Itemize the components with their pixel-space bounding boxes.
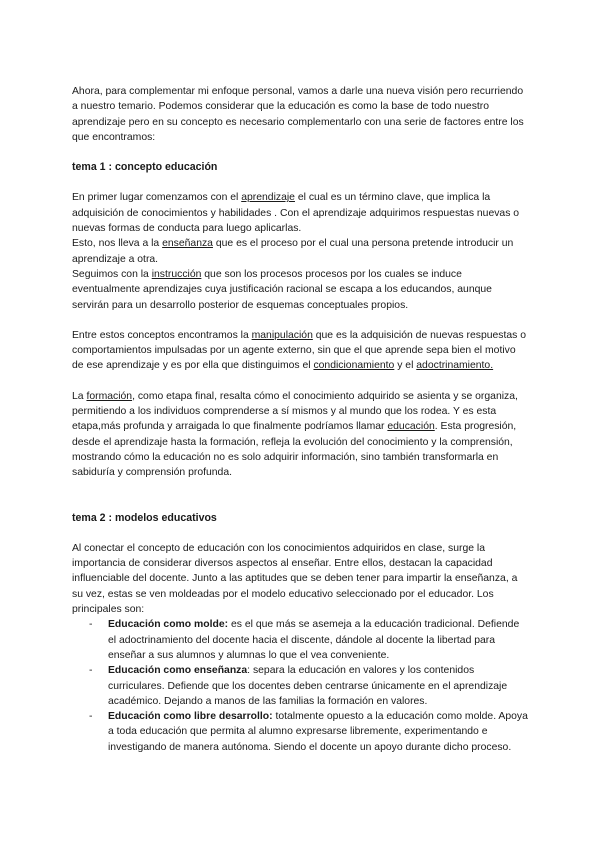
list-item-label: Educación como enseñanza	[108, 665, 248, 677]
text-fragment: el cual es un término clave, que implica la adquisición de conocimientos y habilidades . Con el aprendizaje adquirimos respuestas nuevas o nuevas formas de conducta para luego aplicarlas.	[72, 192, 520, 235]
tema2-paragraph-1: Al conectar el concepto de educación con los conocimientos adquiridos en clase, surge la importancia de considerar diversos aspectos al enseñar. Entre ellos, destacan la capacidad influenciable del docente. Junto a las aptitudes que se deben tener para impartir la enseñanza, a su vez, estas se ven moldeadas por el modelo educativo seleccionado por el educador. Los principales son:	[72, 542, 518, 616]
list-item-text: totalmente opuesto a la educación como molde. Apoya a toda educación que permita al alumno expresarse libremente, experimentando e investigando de manera autónoma. Siendo el docente un apoyo durante dicho proceso.	[108, 711, 528, 753]
term-adoctrinamiento: adoctrinamiento.	[416, 360, 494, 372]
bullet-dash: -	[89, 619, 93, 631]
term-ensenanza: enseñanza	[162, 238, 213, 250]
bullet-dash: -	[89, 665, 93, 677]
models-list	[72, 617, 530, 755]
tema1-paragraph-3	[72, 389, 530, 481]
term-condicionamiento: condicionamiento	[313, 360, 395, 372]
text-fragment: que es la adquisición de nuevas respuestas o comportamientos impulsadas por un agente externo, sin que el que aprende sepa bien el motivo de ese aprendizaje y es por ella que distinguimos el	[72, 329, 527, 372]
tema1-heading: tema 1 : concepto educación	[72, 161, 218, 174]
term-instruccion: instrucción	[151, 268, 202, 280]
text-fragment: Seguimos con la	[72, 268, 152, 280]
text-fragment: , como etapa final, resalta cómo el conocimiento adquirido se asienta y se organiza, permitiendo a los individuos comprenderse a sí mismos y al mundo que los rodea. Y es esta etapa,más profunda y arraigada lo que finalmente podríamos llamar	[72, 390, 518, 433]
text-fragment: Esto, nos lleva a la	[72, 238, 163, 250]
term-educacion: educación	[387, 421, 435, 433]
text-fragment: Entre estos conceptos encontramos la	[72, 329, 252, 341]
term-manipulacion: manipulación	[251, 329, 313, 341]
tema2-heading: tema 2 : modelos educativos	[72, 511, 217, 524]
list-item-text: es el que más se asemeja a la educación tradicional. Defiende el adoctrinamiento del docente hacia el discente, dándole al docente la libertad para enseñar a sus alumnos y alumnas lo que el vea conveniente.	[108, 619, 520, 661]
list-item	[89, 663, 530, 709]
text-fragment: En primer lugar comenzamos con el	[72, 192, 242, 204]
text-fragment: que son los procesos procesos por los cuales se induce eventualmente aprendizajes cuya justificación racional se escapa a los educandos, aunque servirán para un desarrollo posterior de esquemas conceptuales propios.	[72, 268, 492, 311]
tema1-paragraph-2	[72, 328, 530, 374]
text-fragment: La	[72, 390, 87, 402]
bullet-dash: -	[89, 711, 93, 723]
text-fragment: y el	[394, 360, 417, 372]
list-item-sep: :	[224, 619, 229, 631]
text-fragment: . Esta progresión, desde el aprendizaje hasta la formación, refleja la evolución del conocimiento y la comprensión, mostrando cómo la educación no es solo adquirir información, sino también transformarla en sabiduría y comprensión profunda.	[72, 421, 517, 479]
tema1-paragraph-1	[72, 190, 530, 312]
term-aprendizaje: aprendizaje	[241, 192, 295, 204]
list-item	[89, 617, 530, 663]
term-formacion: formación	[86, 390, 133, 402]
intro-paragraph: Ahora, para complementar mi enfoque personal, vamos a darle una nueva visión pero recurriendo a nuestro temario. Podemos considerar que la educación es como la base de todo nuestro aprendizaje pero en su concepto es necesario complementarlo con una serie de factores entre los que encontramos:	[72, 86, 524, 143]
list-item-text: : separa la educación en valores y los contenidos curriculares. Defiende que los docentes deben centrarse únicamente en el aprendizaje académico. Dejando a manos de las familias la formación en valores.	[108, 665, 508, 707]
text-fragment: que es el proceso por el cual una persona pretende introducir un aprendizaje a otra.	[72, 238, 514, 265]
list-item-label: Educación como molde	[108, 619, 225, 631]
list-item-label: Educación como libre desarrollo:	[108, 711, 273, 723]
list-item	[89, 709, 530, 755]
